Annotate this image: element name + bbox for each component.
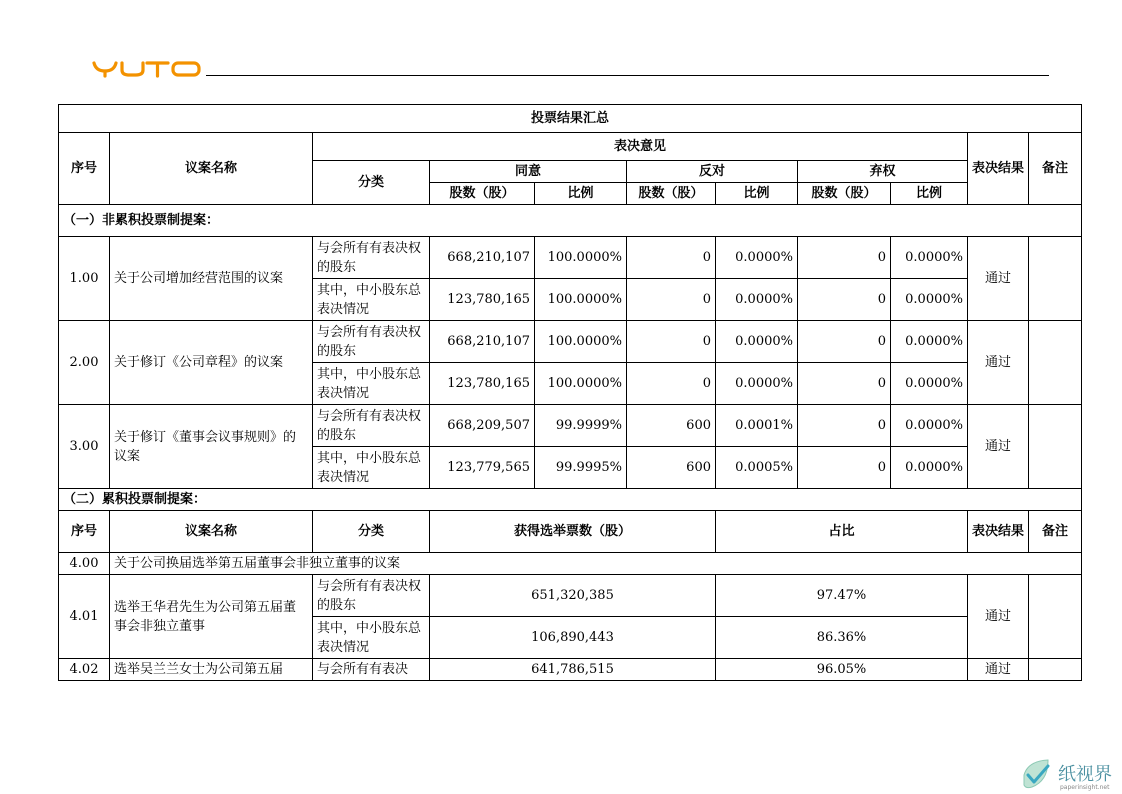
row-category: 其中，中小股东总表决情况 (313, 447, 430, 489)
oppose-ratio: 0.0001% (716, 405, 798, 447)
header-name: 议案名称 (110, 511, 313, 553)
row-name: 关于修订《公司章程》的议案 (110, 321, 313, 405)
table-row (59, 659, 1082, 681)
votes: 641,786,515 (430, 659, 716, 681)
watermark-subtext: paperinsight.net (1060, 784, 1110, 791)
agree-shares: 668,209,507 (430, 405, 535, 447)
row-category: 与会所有有表决权的股东 (313, 321, 430, 363)
row-category: 与会所有有表决权的股东 (313, 237, 430, 279)
agree-shares: 668,210,107 (430, 237, 535, 279)
row-name: 关于公司换届选举第五届董事会非独立董事的议案 (110, 553, 1082, 575)
agree-ratio: 100.0000% (535, 321, 627, 363)
row-name: 关于公司增加经营范围的议案 (110, 237, 313, 321)
table-row (59, 553, 1082, 575)
section-noncumulative: （一）非累积投票制提案： (59, 205, 1082, 237)
row-result: 通过 (968, 237, 1029, 321)
votes: 651,320,385 (430, 575, 716, 617)
oppose-ratio: 0.0000% (716, 321, 798, 363)
row-name: 选举王华君先生为公司第五届董事会非独立董事 (110, 575, 313, 659)
abstain-ratio: 0.0000% (891, 279, 968, 321)
agree-shares: 668,210,107 (430, 321, 535, 363)
oppose-shares: 600 (627, 405, 716, 447)
oppose-shares: 0 (627, 237, 716, 279)
row-remark (1029, 575, 1082, 659)
row-seq: 3.00 (59, 405, 110, 489)
header-agree: 同意 (430, 161, 627, 183)
agree-shares: 123,779,565 (430, 447, 535, 489)
header-opinion: 表决意见 (313, 133, 968, 161)
leaf-check-icon (1018, 757, 1058, 793)
abstain-shares: 0 (798, 447, 891, 489)
header-abstain: 弃权 (798, 161, 968, 183)
agree-ratio: 100.0000% (535, 279, 627, 321)
header-remark: 备注 (1029, 133, 1082, 205)
row-category: 与会所有有表决 (313, 659, 430, 681)
votes: 106,890,443 (430, 617, 716, 659)
header-rule (206, 75, 1049, 76)
pct: 97.47% (716, 575, 968, 617)
row-result: 通过 (968, 575, 1029, 659)
abstain-shares: 0 (798, 363, 891, 405)
oppose-shares: 0 (627, 363, 716, 405)
abstain-ratio: 0.0000% (891, 447, 968, 489)
row-category: 其中，中小股东总表决情况 (313, 279, 430, 321)
row-seq: 2.00 (59, 321, 110, 405)
table-row (59, 321, 1082, 363)
header-ratio: 比例 (535, 183, 627, 205)
oppose-ratio: 0.0000% (716, 237, 798, 279)
header-ratio: 比例 (716, 183, 798, 205)
header-seq: 序号 (59, 511, 110, 553)
pct: 96.05% (716, 659, 968, 681)
row-remark (1029, 321, 1082, 405)
pct: 86.36% (716, 617, 968, 659)
abstain-ratio: 0.0000% (891, 363, 968, 405)
row-result: 通过 (968, 405, 1029, 489)
agree-shares: 123,780,165 (430, 279, 535, 321)
header-category: 分类 (313, 511, 430, 553)
yuto-logo (92, 58, 202, 80)
header-oppose: 反对 (627, 161, 798, 183)
abstain-ratio: 0.0000% (891, 405, 968, 447)
header-seq: 序号 (59, 133, 110, 205)
header-result: 表决结果 (968, 511, 1029, 553)
header-shares: 股数（股） (430, 183, 535, 205)
oppose-shares: 0 (627, 279, 716, 321)
row-seq: 4.01 (59, 575, 110, 659)
header-name: 议案名称 (110, 133, 313, 205)
row-seq: 4.02 (59, 659, 110, 681)
oppose-ratio: 0.0000% (716, 279, 798, 321)
table-row (59, 575, 1082, 617)
row-remark (1029, 237, 1082, 321)
abstain-ratio: 0.0000% (891, 321, 968, 363)
oppose-shares: 600 (627, 447, 716, 489)
row-category: 其中，中小股东总表决情况 (313, 617, 430, 659)
header-votes: 获得选举票数（股） (430, 511, 716, 553)
abstain-shares: 0 (798, 405, 891, 447)
header-remark: 备注 (1029, 511, 1082, 553)
header-pct: 占比 (716, 511, 968, 553)
table-row (59, 405, 1082, 447)
oppose-shares: 0 (627, 321, 716, 363)
header-ratio: 比例 (891, 183, 968, 205)
oppose-ratio: 0.0005% (716, 447, 798, 489)
row-seq: 4.00 (59, 553, 110, 575)
watermark-text: 纸视界 (1058, 764, 1112, 785)
agree-ratio: 99.9995% (535, 447, 627, 489)
row-remark (1029, 405, 1082, 489)
agree-shares: 123,780,165 (430, 363, 535, 405)
row-result: 通过 (968, 321, 1029, 405)
row-category: 与会所有有表决权的股东 (313, 405, 430, 447)
row-category: 其中，中小股东总表决情况 (313, 363, 430, 405)
abstain-shares: 0 (798, 237, 891, 279)
agree-ratio: 100.0000% (535, 363, 627, 405)
row-remark (1029, 659, 1082, 681)
table-title: 投票结果汇总 (59, 105, 1082, 133)
abstain-shares: 0 (798, 321, 891, 363)
row-result: 通过 (968, 659, 1029, 681)
vote-results-table (58, 104, 1082, 681)
header-shares: 股数（股） (627, 183, 716, 205)
abstain-shares: 0 (798, 279, 891, 321)
row-seq: 1.00 (59, 237, 110, 321)
row-category: 与会所有有表决权的股东 (313, 575, 430, 617)
table-row (59, 237, 1082, 279)
section-cumulative: （二）累积投票制提案： (59, 489, 1082, 511)
header-shares: 股数（股） (798, 183, 891, 205)
agree-ratio: 99.9999% (535, 405, 627, 447)
header-category: 分类 (313, 161, 430, 205)
row-name: 关于修订《董事会议事规则》的议案 (110, 405, 313, 489)
agree-ratio: 100.0000% (535, 237, 627, 279)
oppose-ratio: 0.0000% (716, 363, 798, 405)
row-name: 选举吴兰兰女士为公司第五届 (110, 659, 313, 681)
header-result: 表决结果 (968, 133, 1029, 205)
abstain-ratio: 0.0000% (891, 237, 968, 279)
